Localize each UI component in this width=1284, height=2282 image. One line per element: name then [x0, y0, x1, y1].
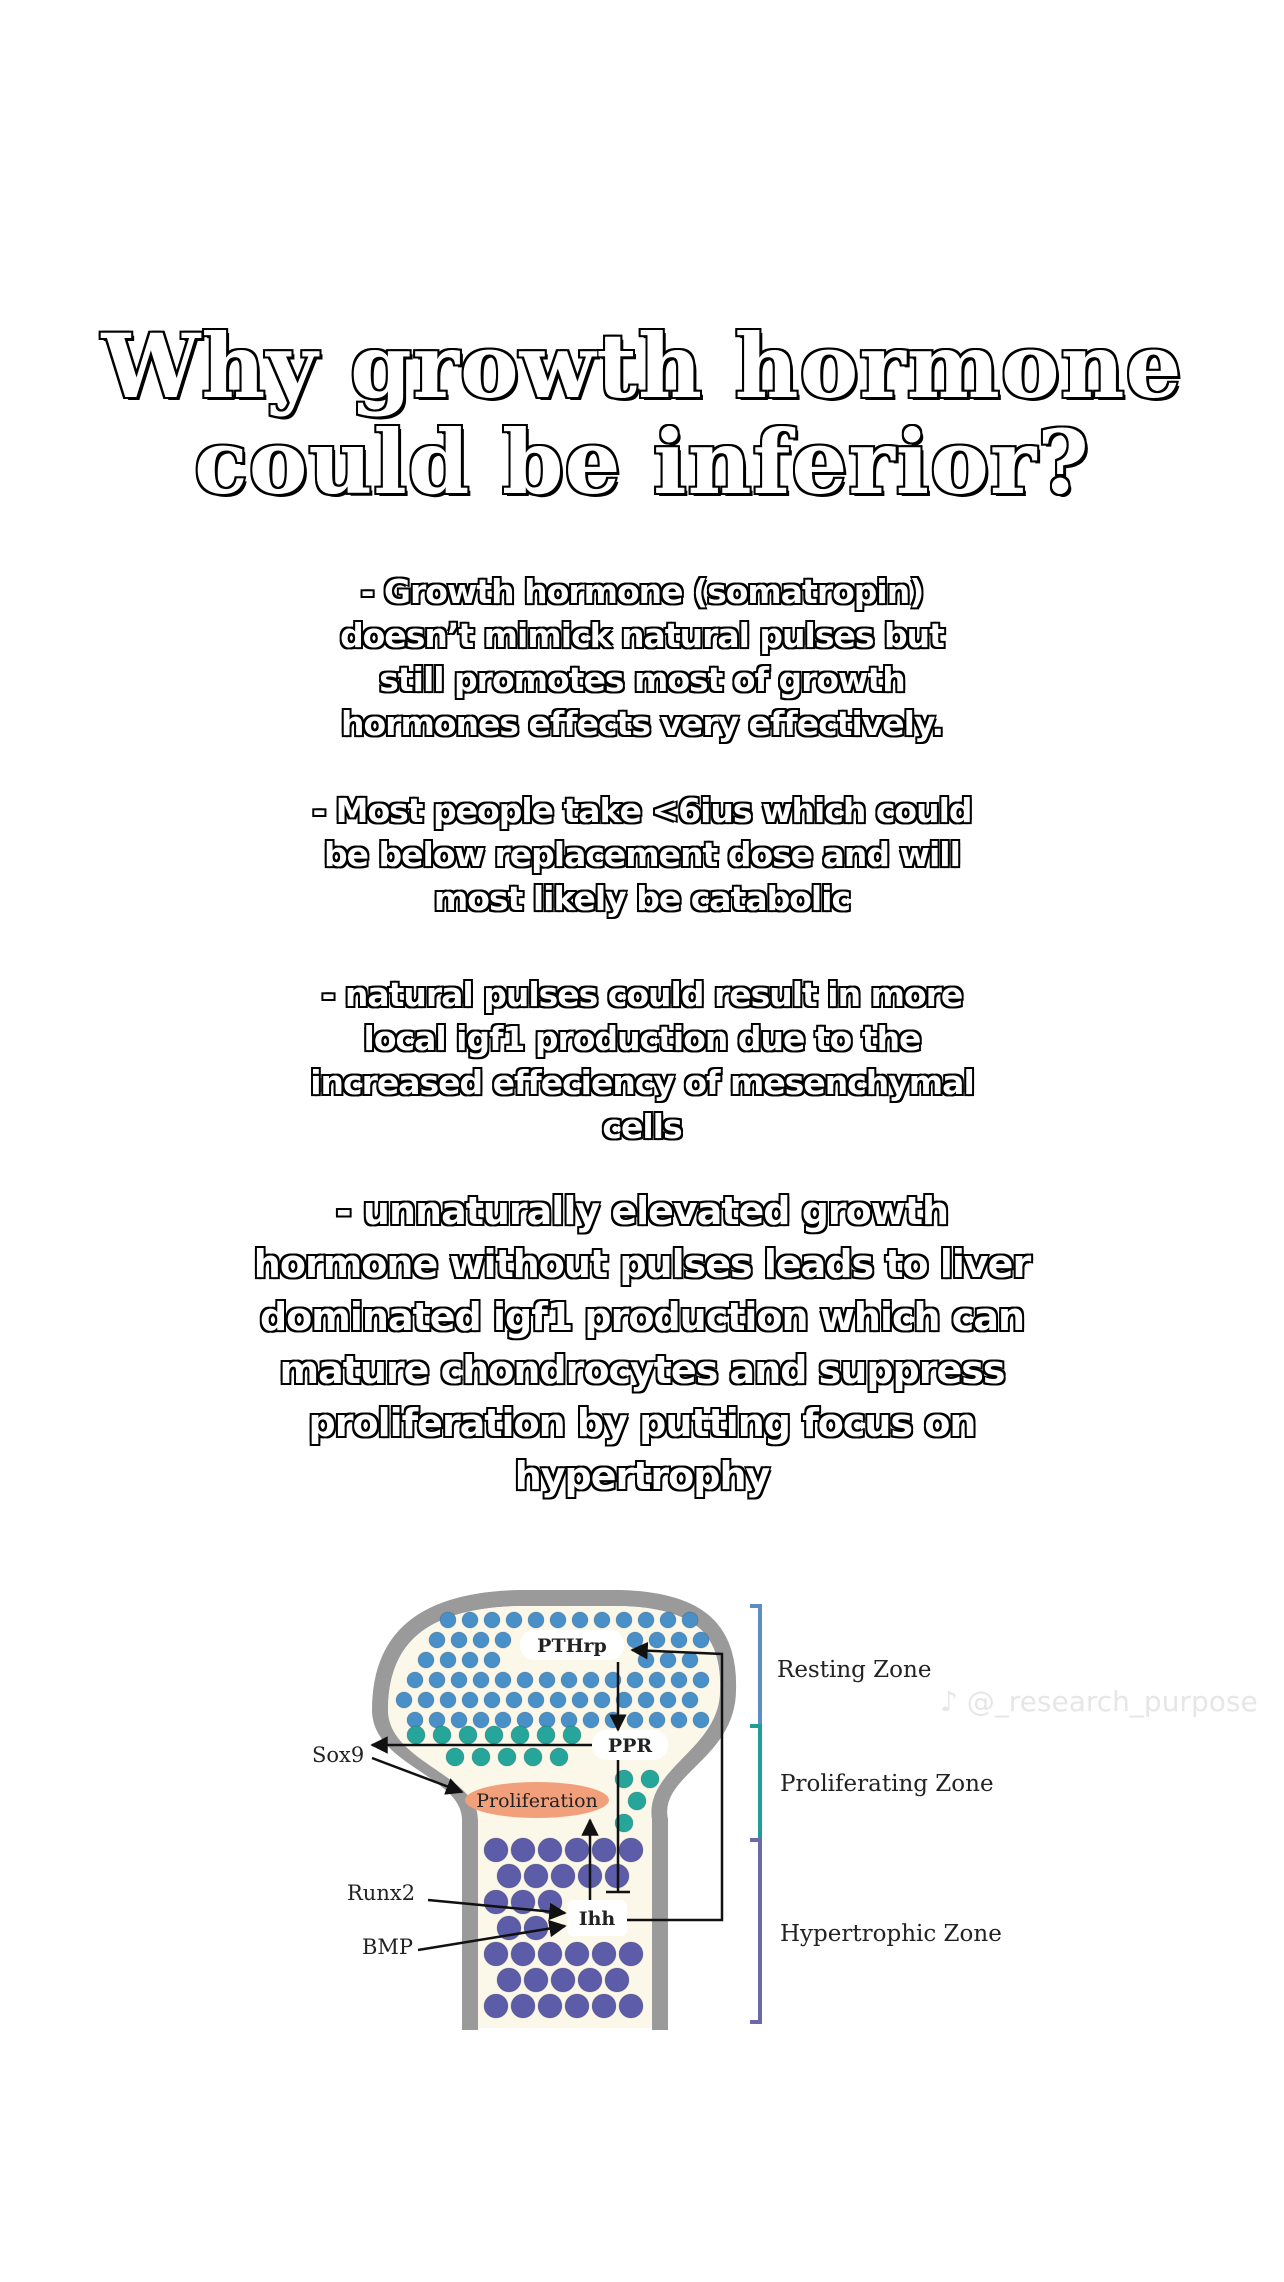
resting-cell [583, 1672, 599, 1688]
resting-cell [495, 1632, 511, 1648]
resting-cell [506, 1612, 522, 1628]
hypertrophic-cell [524, 1864, 548, 1888]
hypertrophic-cell [538, 1838, 562, 1862]
hypertrophic-cell [484, 1994, 508, 2018]
paragraph-line: hormones effects very effectively. [341, 704, 943, 743]
resting-cell [561, 1712, 577, 1728]
hypertrophic-cell [524, 1968, 548, 1992]
resting-cell [517, 1672, 533, 1688]
resting-cell [561, 1672, 577, 1688]
resting-cell [627, 1632, 643, 1648]
proliferating-cell [433, 1726, 451, 1744]
proliferating-cell [511, 1726, 529, 1744]
hypertrophic-cell [551, 1968, 575, 1992]
resting-cell [627, 1672, 643, 1688]
resting-cell [638, 1612, 654, 1628]
resting-cell [418, 1692, 434, 1708]
hypertrophic-cell [578, 1968, 602, 1992]
paragraph-line: - Most people take <6ius which could [312, 791, 972, 830]
resting-cell [407, 1672, 423, 1688]
paragraph-line: most likely be catabolic [433, 879, 851, 918]
bmp-label: BMP [362, 1935, 414, 1959]
paragraph-line: cells [602, 1107, 682, 1146]
resting-cell [396, 1692, 412, 1708]
title-line-2: could be inferior? [194, 410, 1090, 514]
paragraph-line: - Growth hormone (somatropin) [360, 572, 924, 611]
resting-cell [429, 1632, 445, 1648]
paragraph-liver-igf1 [142, 1185, 1142, 1503]
resting-cell [572, 1692, 588, 1708]
hypertrophic-cell [484, 1942, 508, 1966]
main-title [0, 314, 1284, 514]
resting-cell [550, 1692, 566, 1708]
proliferation-label: Proliferation [476, 1790, 598, 1812]
hypertrophic-cell [511, 1994, 535, 2018]
hypertrophic-cell [592, 1994, 616, 2018]
proliferating-cell [472, 1748, 490, 1766]
runx2-label: Runx2 [347, 1881, 416, 1905]
proliferating-cell [459, 1726, 477, 1744]
hypertrophic-cell [497, 1968, 521, 1992]
resting-cell [682, 1652, 698, 1668]
resting-cell [594, 1692, 610, 1708]
paragraph-natural-pulses [142, 973, 1142, 1149]
paragraph-line: hypertrophy [514, 1454, 770, 1498]
hypertrophic-cell [538, 1942, 562, 1966]
hypertrophic-cell [511, 1942, 535, 1966]
resting-cell [473, 1712, 489, 1728]
hypertrophic-cell [619, 1994, 643, 2018]
ppr-label: PPR [607, 1735, 653, 1757]
resting-zone-label: Resting Zone [777, 1657, 932, 1683]
resting-cell [462, 1612, 478, 1628]
hypertrophic-cell [592, 1942, 616, 1966]
resting-cell [660, 1692, 676, 1708]
paragraph-line: proliferation by putting focus on [308, 1401, 976, 1445]
hypertrophic-cell [484, 1890, 508, 1914]
paragraph-line: - natural pulses could result in more [321, 975, 963, 1014]
hypertrophic-cell [592, 1838, 616, 1862]
resting-cell [495, 1712, 511, 1728]
ihh-label: Ihh [578, 1908, 616, 1930]
resting-cell [462, 1652, 478, 1668]
paragraph-line: be below replacement dose and will [324, 835, 960, 874]
resting-cell [693, 1632, 709, 1648]
resting-cell [440, 1652, 456, 1668]
hypertrophic-zone-bracket [750, 1840, 760, 2022]
paragraph-line: hormone without pulses leads to liver [253, 1242, 1031, 1286]
sox9-label: Sox9 [312, 1743, 365, 1767]
hypertrophic-cell [565, 1942, 589, 1966]
resting-cell [682, 1612, 698, 1628]
pthrp-label: PTHrp [537, 1635, 607, 1657]
resting-cell [649, 1712, 665, 1728]
resting-cell [539, 1672, 555, 1688]
proliferating-zone-label: Proliferating Zone [780, 1771, 994, 1797]
resting-cell [473, 1632, 489, 1648]
proliferating-cell [628, 1792, 646, 1810]
resting-cell [528, 1612, 544, 1628]
hypertrophic-cell [565, 1838, 589, 1862]
growth-plate-svg [0, 1570, 1284, 2050]
resting-cell [462, 1692, 478, 1708]
hypertrophic-cell [538, 1994, 562, 2018]
resting-cell [506, 1692, 522, 1708]
resting-cell [693, 1712, 709, 1728]
proliferating-cell [524, 1748, 542, 1766]
paragraph-line: mature chondrocytes and suppress [279, 1348, 1005, 1392]
hypertrophic-cell [619, 1838, 643, 1862]
paragraph-line: local igf1 production due to the [363, 1019, 921, 1058]
resting-cell [451, 1632, 467, 1648]
resting-cell [484, 1612, 500, 1628]
proliferating-cell [641, 1770, 659, 1788]
proliferating-cell [407, 1726, 425, 1744]
resting-cell [572, 1612, 588, 1628]
hypertrophic-cell [605, 1968, 629, 1992]
resting-cell [660, 1612, 676, 1628]
resting-cell [638, 1652, 654, 1668]
resting-cell [693, 1672, 709, 1688]
resting-cell [429, 1672, 445, 1688]
resting-cell [627, 1712, 643, 1728]
watermark-text: @_research_purpose [966, 1685, 1258, 1718]
resting-cell [473, 1672, 489, 1688]
resting-cell [484, 1692, 500, 1708]
resting-cell [660, 1652, 676, 1668]
paragraph-somatropin [142, 570, 1142, 746]
paragraph-line: doesn’t mimick natural pulses but [340, 616, 944, 655]
resting-cell [484, 1652, 500, 1668]
hypertrophic-cell [484, 1838, 508, 1862]
hypertrophic-cell [524, 1916, 548, 1940]
growth-plate-diagram [0, 1570, 1284, 2050]
resting-cell [671, 1712, 687, 1728]
resting-cell [649, 1632, 665, 1648]
paragraph-line: increased effeciency of mesenchymal [310, 1063, 974, 1102]
hypertrophic-cell [565, 1994, 589, 2018]
tiktok-icon: ♪ [940, 1685, 958, 1718]
resting-cell [440, 1692, 456, 1708]
watermark [940, 1685, 1258, 1718]
resting-cell [451, 1712, 467, 1728]
resting-cell [583, 1712, 599, 1728]
proliferating-cell [563, 1726, 581, 1744]
proliferating-cell [498, 1748, 516, 1766]
title-line-1: Why growth hormone [101, 314, 1183, 418]
resting-cell [440, 1612, 456, 1628]
resting-cell [649, 1672, 665, 1688]
resting-cell [671, 1632, 687, 1648]
resting-cell [671, 1672, 687, 1688]
resting-cell [682, 1692, 698, 1708]
paragraph-line: dominated igf1 production which can [259, 1295, 1025, 1339]
resting-zone-bracket [750, 1606, 760, 1726]
hypertrophic-cell [551, 1864, 575, 1888]
paragraph-dose [142, 789, 1142, 921]
proliferating-cell [485, 1726, 503, 1744]
paragraph-line: still promotes most of growth [379, 660, 905, 699]
proliferating-cell [537, 1726, 555, 1744]
resting-cell [550, 1612, 566, 1628]
resting-cell [528, 1692, 544, 1708]
hypertrophic-cell [511, 1838, 535, 1862]
resting-cell [495, 1672, 511, 1688]
proliferating-cell [550, 1748, 568, 1766]
resting-cell [451, 1672, 467, 1688]
hypertrophic-cell [497, 1864, 521, 1888]
paragraph-line: - unnaturally elevated growth [335, 1189, 949, 1233]
hypertrophic-cell [619, 1942, 643, 1966]
resting-cell [638, 1692, 654, 1708]
resting-cell [418, 1652, 434, 1668]
proliferating-zone-bracket [750, 1726, 760, 1840]
proliferating-cell [446, 1748, 464, 1766]
resting-cell [616, 1612, 632, 1628]
resting-cell [594, 1612, 610, 1628]
hypertrophic-zone-label: Hypertrophic Zone [780, 1921, 1002, 1947]
